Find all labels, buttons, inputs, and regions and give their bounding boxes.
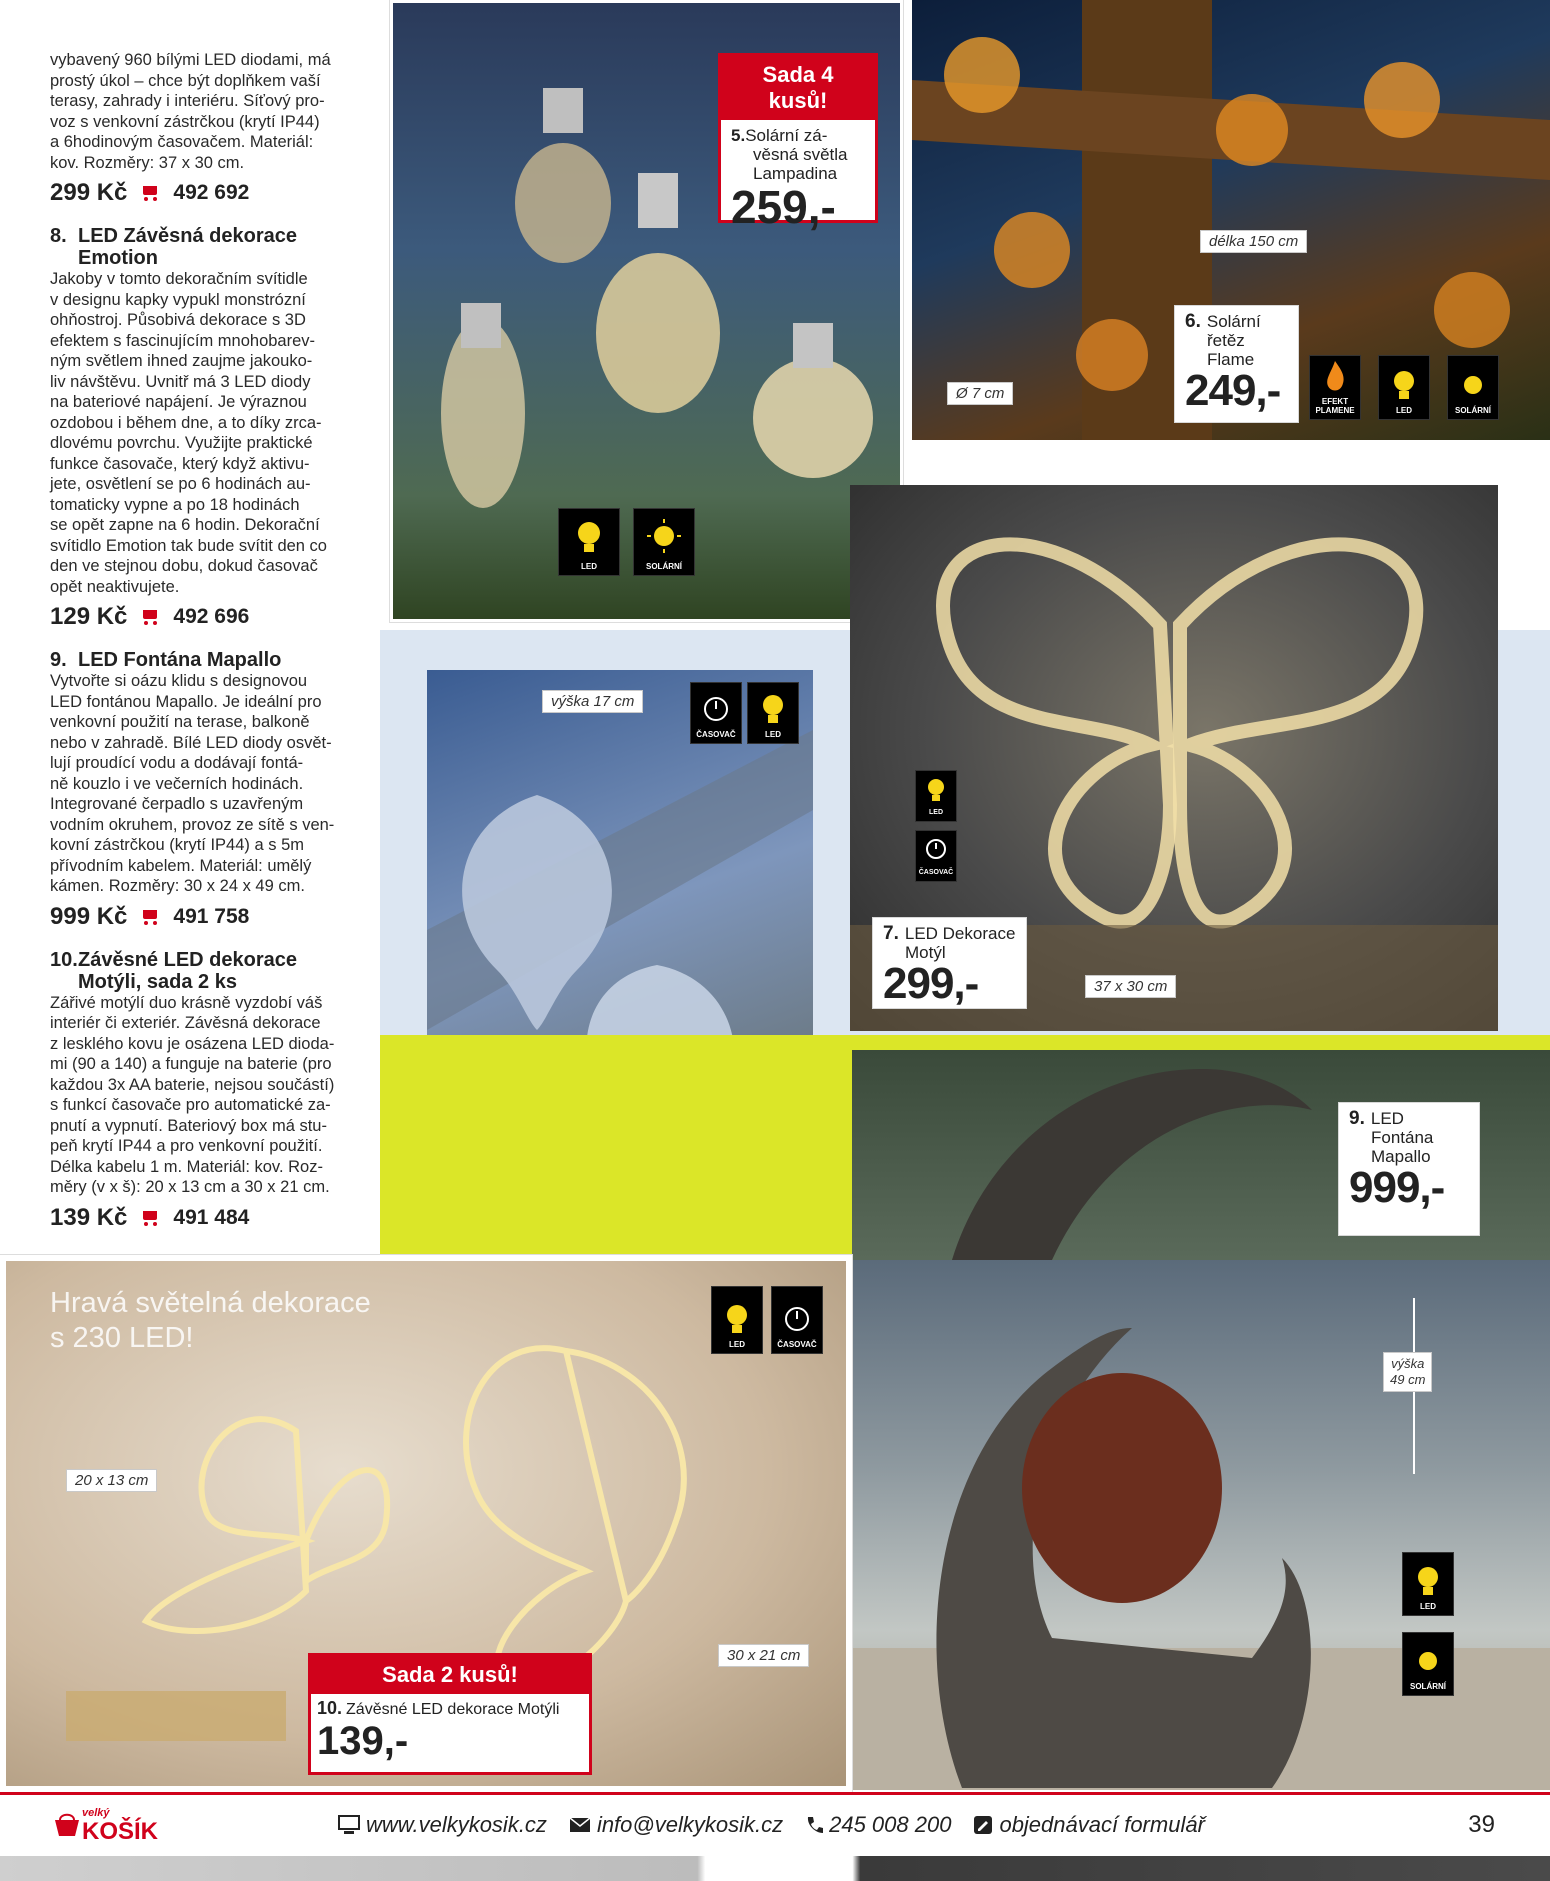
- form-icon: [973, 1815, 993, 1835]
- text-line: a 6hodinovým časovačem. Materiál:: [50, 133, 314, 151]
- product-code: 491 758: [173, 904, 250, 928]
- product-title: Flame: [1207, 350, 1255, 369]
- lightbulb-icon: [722, 1302, 752, 1336]
- badge-label: LED: [1396, 406, 1412, 415]
- logo-small-text: velký: [82, 1806, 110, 1819]
- photo-fountain: [852, 1258, 1550, 1790]
- set-tag: Sada 4 kusů!: [721, 56, 875, 120]
- price-row: [50, 179, 380, 207]
- product-number: 6.: [1185, 311, 1201, 332]
- cart-icon[interactable]: [141, 908, 161, 926]
- badge-label: EFEKT PLAMENE: [1315, 397, 1355, 415]
- text-line: každou 3x AA baterie, nejsou součástí): [50, 1075, 335, 1094]
- product-heading: [50, 649, 380, 671]
- lightbulb-icon: [572, 518, 606, 558]
- text-line: peň krytí IP44 a pro venkovní použití.: [50, 1137, 323, 1155]
- yellow-band-left: [380, 1035, 852, 1255]
- size-label: 30 x 21 cm: [718, 1644, 809, 1667]
- product-title: Lampadina: [753, 164, 838, 183]
- product-number: 9.: [50, 649, 67, 671]
- price-row: [50, 903, 380, 931]
- product-title: Motýli, sada 2 ks: [78, 970, 237, 993]
- product-descriptions: [0, 0, 380, 1245]
- product-description: [50, 671, 380, 897]
- fountain-illustration: [852, 1258, 1550, 1790]
- badge-label: LED: [765, 730, 781, 739]
- text-line: funkce časovače, který když aktivu-: [50, 454, 310, 473]
- sun-icon: [1458, 368, 1488, 402]
- price-card-6: [1174, 305, 1299, 423]
- text-line: nebo v zahradě. Bílé LED diody osvět-: [50, 733, 332, 752]
- promo-headline: [50, 1286, 371, 1356]
- text-line: liv návštěvu. Uvnitř má 3 LED diody: [50, 372, 311, 391]
- timer-icon: [924, 836, 948, 864]
- product-title: Motýl: [905, 943, 946, 962]
- email-link[interactable]: [569, 1812, 783, 1838]
- size-label: 20 x 13 cm: [66, 1469, 157, 1492]
- text-line: měry (v x š): 20 x 13 cm a 30 x 21 cm.: [50, 1178, 330, 1196]
- text-line: ně kouzlo i ve večerních hodinách.: [50, 774, 304, 793]
- cart-icon[interactable]: [141, 1209, 161, 1227]
- computer-icon: [338, 1815, 360, 1835]
- product-title: LED Dekorace: [904, 924, 1016, 943]
- price: 999,-: [1349, 1163, 1445, 1212]
- intro-text: [50, 50, 380, 173]
- text-line: ozdobou i během dne, a to díky zrca-: [50, 413, 322, 432]
- badge-label: ČASOVAČ: [777, 1340, 817, 1349]
- diameter-label: Ø 7 cm: [947, 382, 1013, 405]
- length-label: délka 150 cm: [1200, 230, 1307, 253]
- product-code: 492 696: [173, 605, 250, 628]
- page-number: 39: [1468, 1810, 1495, 1838]
- text-line: v designu kapky vypukl monstrózní: [50, 290, 306, 309]
- solar-badge: [1447, 355, 1499, 420]
- product-title: LED: [1370, 1109, 1404, 1128]
- product-number: 10.: [317, 1698, 343, 1718]
- badge-label: ČASOVAČ: [918, 869, 954, 876]
- product-number: 8.: [50, 225, 67, 247]
- product-title: řetěz: [1207, 331, 1245, 350]
- solar-badge: [633, 508, 695, 576]
- next-page-strip: [0, 1856, 1550, 1881]
- set-tag: Sada 2 kusů!: [311, 1656, 589, 1694]
- product-description: [50, 269, 380, 597]
- text-line: Zářivé motýlí duo krásně vyzdobí váš: [50, 993, 323, 1012]
- text-line: kovní zástrčkou (krytí IP44) a s 5m: [50, 836, 304, 854]
- text-line: interiér či exteriér. Závěsná dekorace: [50, 1014, 321, 1032]
- height-label: výška 17 cm: [542, 690, 643, 713]
- flame-effect-badge: [1309, 355, 1361, 420]
- timer-badge: [690, 682, 742, 744]
- text-line: se opět zapne na 6 hodin. Dekorační: [50, 516, 320, 534]
- price: 249,-: [1185, 366, 1281, 415]
- lightbulb-icon: [1413, 1564, 1443, 1598]
- sun-icon: [1413, 1644, 1443, 1678]
- product-description: [50, 993, 380, 1198]
- text-line: jete, osvětlení se po 6 hodinách au-: [50, 475, 311, 493]
- product-number: 5.: [731, 126, 746, 145]
- price-row: [50, 1204, 380, 1232]
- led-badge: [711, 1286, 763, 1354]
- badge-label: LED: [929, 809, 943, 816]
- timer-icon: [782, 1302, 812, 1336]
- product-title: věsná světla: [753, 145, 848, 164]
- solar-badge: [1402, 1632, 1454, 1696]
- text-line: Integrované čerpadlo s uzavřeným: [50, 795, 304, 813]
- product-heading: [50, 949, 380, 993]
- photo-flame-chain: [912, 0, 1550, 440]
- cart-icon[interactable]: [141, 184, 161, 202]
- sun-icon: [647, 518, 681, 558]
- text-line: lují proudící vodu a dodávají fontá-: [50, 754, 304, 772]
- text-line: voz s venkovní zástrčkou (krytí IP44): [50, 112, 320, 131]
- text-line: tomaticky vypne a po 18 hodinách: [50, 495, 300, 514]
- size-label: 37 x 30 cm: [1085, 975, 1176, 998]
- badge-label: SOLÁRNÍ: [1410, 1682, 1446, 1691]
- height-label-line: výška: [1391, 1356, 1425, 1371]
- photo-butterfly-decor: [850, 485, 1498, 1031]
- led-badge: [915, 770, 957, 822]
- price: 139,-: [317, 1719, 409, 1763]
- lightbulb-icon: [758, 692, 788, 726]
- text-line: dlovému povrchu. Využijte praktické: [50, 434, 313, 452]
- text-line: z lesklého kovu je osázena LED dioda-: [50, 1034, 335, 1053]
- badge-label: LED: [581, 562, 597, 571]
- text-line: s funkcí časovače pro automatické za-: [50, 1096, 331, 1114]
- product-title: Závěsné LED dekorace: [78, 948, 297, 971]
- text-line: přívodním kabelem. Materiál: umělý: [50, 856, 312, 875]
- height-label: [1383, 1352, 1432, 1392]
- order-form-text: objednávací formulář: [999, 1811, 1205, 1837]
- led-badge: [747, 682, 799, 744]
- timer-badge: [771, 1286, 823, 1354]
- product-title: LED Závěsná dekorace: [78, 225, 297, 247]
- text-line: venkovní použití na terase, balkoně: [50, 713, 310, 731]
- phone-icon: [805, 1815, 823, 1835]
- email-text: info@velkykosik.cz: [596, 1811, 784, 1837]
- product-number: 9.: [1349, 1108, 1365, 1129]
- text-line: vodním okruhem, provoz ze sítě s ven-: [50, 815, 335, 834]
- text-line: Jakoby v tomto dekoračním svítidle: [50, 270, 308, 288]
- headline-line: s 230 LED!: [50, 1322, 194, 1354]
- text-line: prostý úkol – chce být doplňkem vaší: [50, 71, 321, 90]
- product-title: Fontána: [1371, 1128, 1434, 1147]
- text-line: pnutí a vypnutí. Bateriový box má stu-: [50, 1116, 327, 1135]
- product-title: Solární: [1206, 312, 1261, 331]
- led-badge: [1378, 355, 1430, 420]
- text-line: na bateriové napájení. Je výraznou: [50, 393, 307, 411]
- text-line: opět neaktivujete.: [50, 577, 180, 596]
- led-badge: [1402, 1552, 1454, 1616]
- product-code: 492 692: [173, 181, 250, 204]
- headline-line: Hravá světelná dekorace: [50, 1287, 371, 1319]
- photo-butterflies-set: [0, 1255, 852, 1792]
- phone-link[interactable]: [805, 1812, 951, 1838]
- text-line: terasy, zahrady i interiéru. Síťový pro-: [50, 92, 325, 110]
- badge-label: LED: [729, 1340, 745, 1349]
- product-number: 7.: [883, 923, 899, 944]
- basket-icon: [52, 1812, 82, 1838]
- badge-label: SOLÁRNÍ: [1455, 406, 1491, 415]
- product-title: Mapallo: [1371, 1147, 1431, 1166]
- lightbulb-icon: [924, 776, 948, 804]
- lightbulb-icon: [1389, 368, 1419, 402]
- price: 999 Kč: [50, 902, 128, 930]
- badge-label: SOLÁRNÍ: [646, 562, 682, 571]
- timer-badge: [915, 830, 957, 882]
- price: 299 Kč: [50, 179, 128, 206]
- badge-label: LED: [1420, 1602, 1436, 1611]
- product-heading: [50, 225, 380, 269]
- timer-icon: [701, 692, 731, 726]
- text-line: ným světlem ihned zaujme jakouko-: [50, 352, 313, 370]
- price: 299,-: [883, 959, 979, 1008]
- product-number: 10.: [50, 948, 78, 971]
- product-title: LED Fontána Mapallo: [78, 649, 282, 671]
- text-line: svítidlo Emotion tak bude svítit den co: [50, 536, 327, 555]
- text-line: vybavený 960 bílými LED diodami, má: [50, 51, 331, 69]
- order-form-link[interactable]: [973, 1812, 1204, 1838]
- text-line: ohňostroj. Působivá dekorace s 3D: [50, 311, 306, 329]
- text-line: kov. Rozměry: 37 x 30 cm.: [50, 153, 245, 172]
- text-line: LED fontánou Mapallo. Je ideální pro: [50, 692, 322, 711]
- text-line: Délka kabelu 1 m. Materiál: kov. Roz-: [50, 1157, 323, 1176]
- logo-text: KOŠÍK: [82, 1817, 159, 1845]
- product-title: Závěsné LED dekorace Motýli: [346, 1701, 560, 1718]
- website-text: www.velkykosik.cz: [366, 1811, 547, 1837]
- price-card-7: [872, 917, 1027, 1009]
- price-card-5: [718, 53, 878, 233]
- brand-logo[interactable]: [52, 1806, 158, 1844]
- product-code: 491 484: [173, 1205, 250, 1229]
- price: 129 Kč: [50, 603, 128, 630]
- text-line: Vytvořte si oázu klidu s designovou: [50, 672, 308, 690]
- product-title: Solární zá-: [745, 126, 828, 145]
- text-line: mi (90 a 140) a funguje na baterie (pro: [50, 1055, 332, 1073]
- badge-label: ČASOVAČ: [696, 730, 736, 739]
- cart-icon[interactable]: [141, 608, 161, 626]
- footer: [0, 1792, 1550, 1854]
- text-line: efektem s fascinujícím mnohobarev-: [50, 331, 316, 350]
- product-title: Emotion: [78, 247, 158, 269]
- price-card-9: [1338, 1102, 1480, 1236]
- text-line: den ve stejnou dobu, dokud časovač: [50, 557, 318, 575]
- height-label-line: 49 cm: [1390, 1372, 1426, 1387]
- photo-solar-bulbs: [390, 0, 903, 622]
- price-card-10: [308, 1653, 592, 1775]
- envelope-icon: [569, 1816, 591, 1834]
- website-link[interactable]: [338, 1812, 547, 1838]
- price-row: [50, 603, 380, 631]
- phone-text: 245 008 200: [829, 1811, 952, 1837]
- price: 259,-: [731, 181, 836, 233]
- flame-icon: [1320, 359, 1350, 393]
- text-line: kámen. Rozměry: 30 x 24 x 49 cm.: [50, 877, 305, 895]
- price: 139 Kč: [50, 1203, 128, 1231]
- led-badge: [558, 508, 620, 576]
